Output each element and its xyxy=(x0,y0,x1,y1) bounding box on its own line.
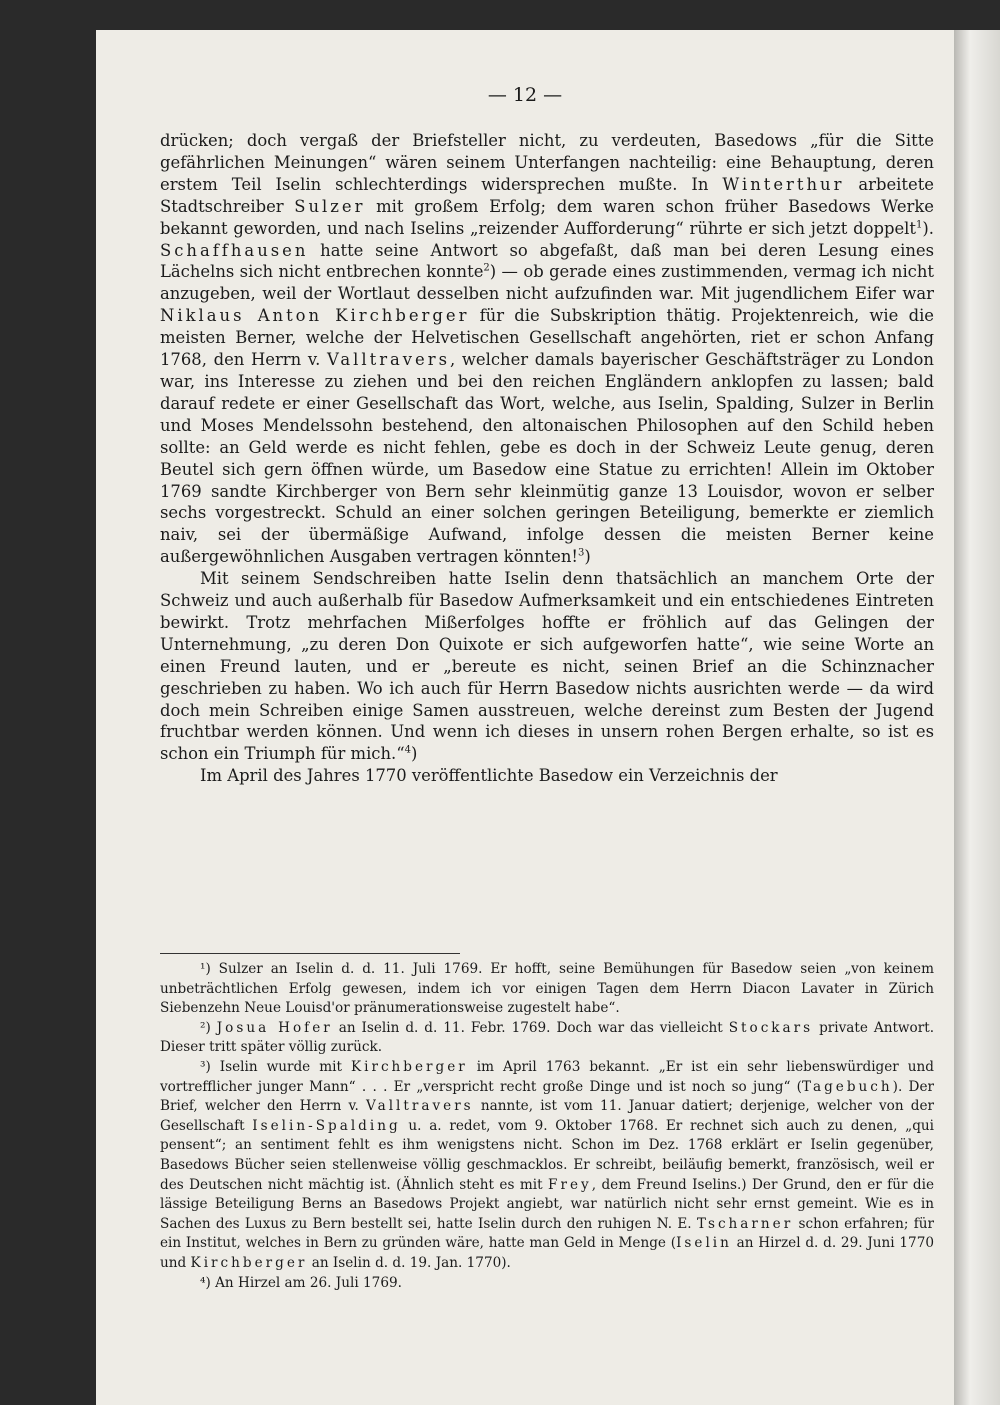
paragraph-2: Mit seinem Sendschreiben hatte Iselin denn thatsächlich an manchem Orte der Schweiz und auch außerhalb für Basedow Aufmerksamkeit und ein entschiedenes Eintreten bewirkt. Trotz mehrfachen Mißerfolges hoffte er fröhlich auf das Gelingen der Unternehmung, „zu deren Don Quixote er sich aufgeworfen hatte“, wie seine Worte an einen Freund lauten, und er „bereute es nicht, seinen Brief an die Schinznacher geschrieben zu haben. Wo ich auch für Herrn Basedow nichts ausrichten werde — da wird doch mein Schreiben einige Samen ausstreuen, welche dereinst zum Besten der Jugend fruchtbar werden können. Und wenn ich dieses in unsern rohen Bergen erhalte, so ist es schon ein Triumph für mich.“$^4$) xyxy=(160,569,934,764)
footnote-3: ³) Iselin wurde mit Kirchberger im April 1763 bekannt. „Er ist ein sehr liebenswürdiger und vortrefflicher junger Mann“ . . . Er „verspricht recht große Dinge und ist noch so jung“ (Tagebuch). Der Brief, welcher den Herrn v. Valltravers nannte, ist vom 11. Januar datiert; derjenige, welcher von der Gesellschaft Iselin-Spalding u. a. redet, vom 9. Oktober 1768. Er rechnet sich auch zu denen, „qui pensent“; an sentiment fehlt es ihm wenigstens nicht. Schon im Dez. 1768 erklärt er Iselin gegenüber, Basedows Bücher seien stellenweise völlig geschmacklos. Er schreibt, beiläufig bemerkt, französisch, weil er des Deutschen nicht mächtig ist. (Ähnlich steht es mit Frey, dem Freund Iselins.) Der Grund, den er für die lässige Beteiligung Berns an Basedows Projekt angiebt, war natürlich nicht sehr ernst gemeint. Wie es in Sachen des Luxus zu Bern bestellt sei, hatte Iselin durch den ruhigen N. E. Tscharner schon erfahren; für ein Institut, welches in Bern zu gründen wäre, hatte man Geld in Menge (Iselin an Hirzel d. d. 29. Juni 1770 und Kirchberger an Iselin d. d. 19. Jan. 1770). xyxy=(160,1058,935,1271)
footnote-divider xyxy=(160,953,460,954)
name-sulzer: Sulzer xyxy=(294,196,366,216)
name-schaffhausen: Schaffhausen xyxy=(160,240,309,260)
paragraph-1: drücken; doch vergaß der Briefsteller nicht, zu verdeuten, Basedows „für die Sitte gefährlichen Meinungen“ wären seinem Unterfangen nachteilig: eine Behauptung, deren erstem Teil Iselin schlechterdings widersprechen mußte. In Winterthur arbeitete Stadtschreiber Sulzer mit großem Erfolg; dem waren schon früher Basedows Werke bekannt geworden, und nach Iselins „reizender Aufforderung“ rührte er sich jetzt doppelt$^1$). Schaffhausen hatte seine Antwort so abgefaßt, daß man bei deren Lesung eines Lächelns sich nicht entbrechen konnte$^2$) — ob gerade eines zustimmenden, vermag ich nicht anzugeben, weil der Wortlaut desselben nicht aufzufinden war. Mit jugendlichem Eifer war Niklaus Anton Kirchberger für die Subskription thätig. Projektenreich, wie die meisten Berner, welche der Helvetischen Gesellschaft angehörten, riet er schon Anfang 1768, den Herrn v. Valltravers, welcher damals bayerischer Geschäftsträger zu London war, ins Interesse zu ziehen und bei den reichen Engländern anklopfen zu lassen; bald darauf redete er einer Gesellschaft das Wort, welche, aus Iselin, Spalding, Sulzer in Berlin und Moses Mendelssohn bestehend, den altonaischen Philosophen auf den Schild heben sollte: an Geld werde es nicht fehlen, gebe es doch in der Schweiz Leute genug, deren Beutel sich gern öffnen würde, um Basedow eine Statue zu errichten! Allein im Oktober 1769 sandte Kirchberger von Bern sehr kleinmütig ganze 13 Louisdor, wovon er selber sechs vorgestreckt. Schuld an einer solchen geringen Beteiligung, bemerkte er ziemlich naiv, sei der übermäßige Aufwand, infolge dessen die meisten Berner keine außergewöhnlichen Ausgaben vertragen könnten!$^3$) xyxy=(160,131,935,567)
footnote-ref-4: 4 xyxy=(404,744,412,756)
name-valltravers: Valltravers xyxy=(327,350,451,370)
page-edge-shadow xyxy=(954,30,1000,1405)
footnote-ref-3: 3 xyxy=(578,547,585,559)
footnote-2: ²) Josua Hofer an Iselin d. d. 11. Febr. 1769. Doch war das vielleicht Stockars private Antwort. Dieser tritt später völlig zurück. xyxy=(160,1019,935,1056)
footnotes xyxy=(160,960,934,1293)
footnote-ref-2: 2 xyxy=(483,262,490,274)
name-kirchberger: Niklaus Anton Kirchberger xyxy=(160,306,470,326)
footnote-ref-1: 1 xyxy=(916,219,923,231)
footnote-1: ¹) Sulzer an Iselin d. d. 11. Juli 1769. Er hofft, seine Bemühungen für Basedow seien „von keinem unbeträchtlichen Erfolg gewesen, indem ich vor einigen Tagen dem Herrn Diacon Lavater in Zürich Siebenzehn Neue Louisd'or pränumerationsweise zugestelt habe“. xyxy=(160,961,934,1017)
paragraph-3: Im April des Jahres 1770 veröffentlichte Basedow ein Verzeichnis der xyxy=(200,766,778,786)
footnote-4: ⁴) An Hirzel am 26. Juli 1769. xyxy=(200,1274,402,1291)
name-winterthur: Winterthur xyxy=(722,174,845,194)
book-page xyxy=(96,30,954,1405)
page-number: — 12 — xyxy=(487,84,563,106)
main-text xyxy=(160,130,934,787)
